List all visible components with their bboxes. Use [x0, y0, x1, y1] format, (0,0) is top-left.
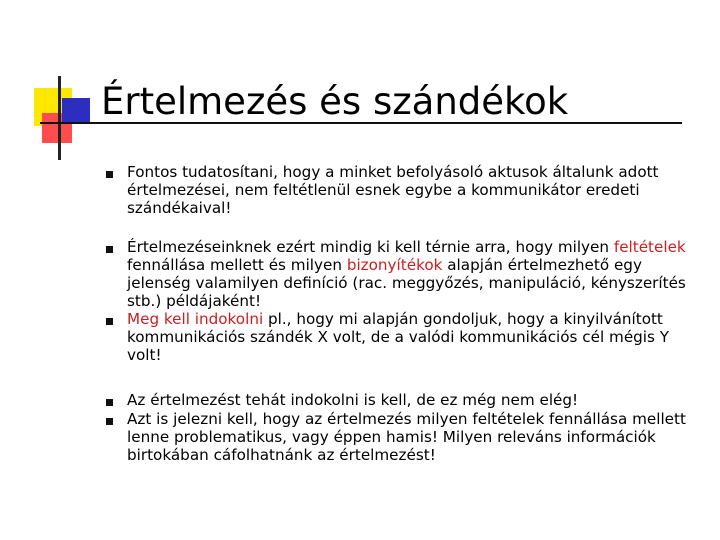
- bullet-square-icon: [106, 246, 113, 253]
- logo-blue-square: [62, 98, 90, 124]
- paragraph-1-run-1: Fontos tudatosítani, hogy a minket befolyásoló aktusok általunk adott értelmezései, nem feltétlenül esnek egybe a kommunikátor eredeti szándékaival!: [127, 163, 659, 217]
- paragraph-5-run-1: Azt is jelezni kell, hogy az értelmezés milyen feltételek fennállása mellett lenne problematikus, vagy éppen hamis! Milyen releváns információk birtokában cáfolhatnánk az értelmezést!: [127, 410, 686, 464]
- paragraph-2-run-3: fennállása mellett és milyen: [127, 256, 347, 274]
- highlight-bizonyitekok: bizonyítékok: [346, 256, 443, 274]
- bullet-square-icon: [106, 318, 113, 325]
- bullet-square-icon: [106, 171, 113, 178]
- bullet-paragraph-1: [127, 163, 702, 217]
- bullet-paragraph-2: [127, 238, 702, 310]
- bullet-square-icon: [106, 418, 113, 425]
- bullet-square-icon: [106, 399, 113, 406]
- paragraph-4-run-1: Az értelmezést tehát indokolni is kell, de ez még nem elég!: [127, 391, 579, 409]
- logo-vertical-line: [58, 76, 61, 160]
- highlight-meg-kell-indokolni: Meg kell indokolni: [127, 310, 264, 328]
- highlight-feltetelek: feltételek: [613, 238, 686, 256]
- paragraph-3-run-2: pl., hogy mi alapján gondoljuk, hogy a kinyilvánított kommunikációs szándék X volt, de a valódi kommunikációs cél mégis Y volt!: [127, 310, 670, 364]
- paragraph-2-run-5: alapján értelmezhető egy jelenség valamilyen definíció (rac. meggyőzés, manipuláció, kényszerítés stb.) példájaként!: [127, 256, 686, 310]
- bullet-paragraph-5: [127, 410, 702, 464]
- slide-title: Értelmezés és szándékok: [101, 80, 569, 123]
- paragraph-2-run-1: Értelmezéseinknek ezért mindig ki kell térnie arra, hogy milyen: [127, 238, 614, 256]
- bullet-paragraph-4: [127, 391, 702, 409]
- bullet-paragraph-3: [127, 310, 702, 364]
